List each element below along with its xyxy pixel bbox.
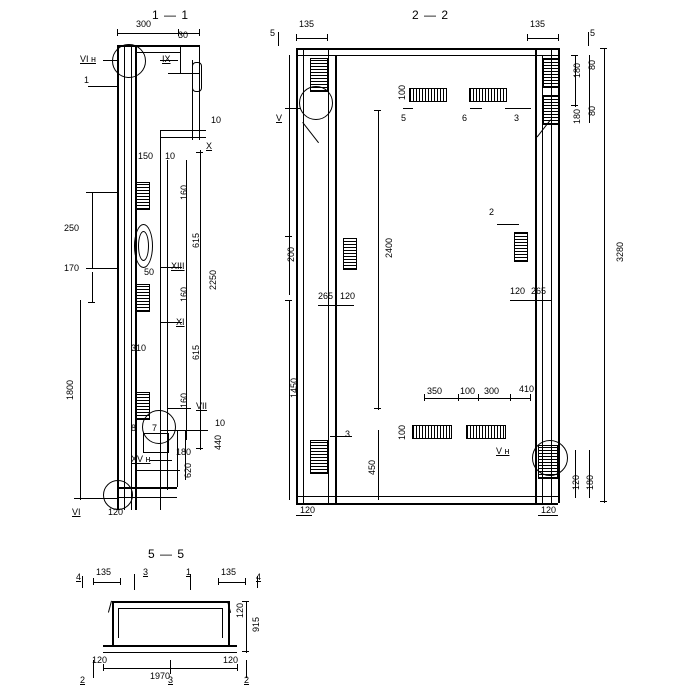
dim-615-a: 615: [191, 232, 201, 248]
dim2-450: 450: [367, 459, 377, 475]
dim-120-a: 120: [108, 507, 124, 517]
dim2-120-r: 120: [510, 286, 526, 296]
mark-XI: XI: [176, 317, 185, 327]
mark5-3b: 3: [168, 675, 174, 685]
mark-VI-n: VI н: [80, 54, 96, 64]
dim2-265-r: 265: [531, 286, 547, 296]
dim-160-a: 160: [179, 184, 189, 200]
dim-160-c: 160: [179, 392, 189, 408]
dim-180: 180: [176, 447, 192, 457]
detail-circle-v: [299, 86, 333, 120]
mark-8: 8: [131, 423, 137, 433]
mark2-5: 5: [401, 113, 407, 123]
mark2-V-n: V н: [496, 446, 510, 456]
mark5-4l: 4: [76, 572, 82, 582]
dim2-180-b: 180: [572, 108, 582, 124]
mark5-1: 1: [186, 567, 192, 577]
dim-310: 310: [131, 343, 147, 353]
mark5-4r: 4: [256, 572, 262, 582]
dim2-80-a: 80: [587, 59, 597, 70]
dim-10-b: 10: [165, 151, 176, 161]
dim2-100-a: 100: [460, 386, 476, 396]
dim-150: 150: [138, 151, 154, 161]
title-section-5-5: 5 — 5: [148, 547, 186, 561]
mark-1: 1: [84, 75, 90, 85]
title-section-1-1: 1 — 1: [152, 8, 190, 22]
mark-VI: VI: [72, 507, 81, 517]
dim2-1450: 1450: [289, 377, 299, 398]
dim5-1970: 1970: [150, 671, 171, 681]
dim2-350: 350: [427, 386, 443, 396]
corner-hatch: [543, 95, 559, 125]
dim5-120-bl: 120: [92, 655, 108, 665]
dim5-135-r: 135: [221, 567, 237, 577]
dim-2250: 2250: [208, 269, 218, 290]
dim2-265-l: 265: [318, 291, 334, 301]
dim2-5-r: 5: [590, 28, 596, 38]
dim-30: 30: [178, 30, 189, 40]
dim-250: 250: [64, 223, 80, 233]
mark5-3t: 3: [143, 567, 149, 577]
mark-VII: VII: [196, 401, 208, 411]
dim2-410: 410: [519, 384, 535, 394]
dim2-135-r: 135: [530, 19, 546, 29]
mark-XV-n: XV н: [131, 454, 151, 464]
dim-160-b: 160: [179, 286, 189, 302]
dim2-200: 200: [286, 246, 296, 262]
dim5-120: 120: [235, 602, 245, 618]
mark-IX: IX: [162, 54, 171, 64]
dim2-120-l: 120: [340, 291, 356, 301]
dim-10-a: 10: [211, 115, 222, 125]
mark2-V: V: [276, 113, 283, 123]
rebar-plate: [466, 425, 506, 439]
mark-7: 7: [152, 423, 158, 433]
title-section-2-2: 2 — 2: [412, 8, 450, 22]
dim2-2400: 2400: [384, 237, 394, 258]
rebar-plate: [412, 425, 452, 439]
dim2-120-bl: 120: [300, 505, 316, 515]
dim-440: 440: [213, 434, 223, 450]
mark2-3b: 3: [345, 429, 351, 439]
anchor-oval-inner: [138, 231, 149, 261]
plate-hatch: [136, 284, 150, 312]
dim2-5-l: 5: [270, 28, 276, 38]
dim-1800: 1800: [65, 379, 75, 400]
dim-300: 300: [136, 19, 152, 29]
dim-170: 170: [64, 263, 80, 273]
corner-hatch: [310, 440, 328, 474]
dim5-120-br: 120: [223, 655, 239, 665]
dim5-915: 915: [251, 616, 261, 632]
detail-circle-top: [112, 44, 146, 78]
dim2-120-bm: 120: [541, 505, 557, 515]
detail-circle-bottom: [103, 480, 133, 510]
rebar-plate: [343, 238, 357, 270]
dim-615-b: 615: [191, 344, 201, 360]
plate-hatch: [136, 182, 150, 210]
mark5-2l: 2: [80, 675, 86, 685]
dim2-80-b: 80: [587, 105, 597, 116]
detail-circle-vn: [532, 440, 568, 476]
dim2-180-br: 180: [585, 474, 595, 490]
dim-620: 620: [183, 462, 193, 478]
rebar-plate: [469, 88, 507, 102]
dim2-180-a: 180: [572, 62, 582, 78]
dim2-100-top: 100: [397, 84, 407, 100]
dim2-135-l: 135: [299, 19, 315, 29]
dim5-135-l: 135: [96, 567, 112, 577]
mark-X: X: [206, 141, 213, 151]
dim2-100-bot: 100: [397, 424, 407, 440]
mark-XIII: XIII: [171, 261, 185, 271]
mark2-3a: 3: [514, 113, 520, 123]
corner-hatch: [543, 58, 559, 88]
rebar-plate: [514, 232, 528, 262]
rebar-plate: [409, 88, 447, 102]
mark2-6: 6: [462, 113, 468, 123]
dim-50: 50: [144, 267, 155, 277]
mark5-2r: 2: [244, 675, 250, 685]
dim-10-c: 10: [215, 418, 226, 428]
dim2-3280: 3280: [615, 241, 625, 262]
detail-circle-mid: [142, 410, 176, 444]
dim2-300: 300: [484, 386, 500, 396]
mark2-2: 2: [489, 207, 495, 217]
dim2-120-br: 120: [571, 474, 581, 490]
